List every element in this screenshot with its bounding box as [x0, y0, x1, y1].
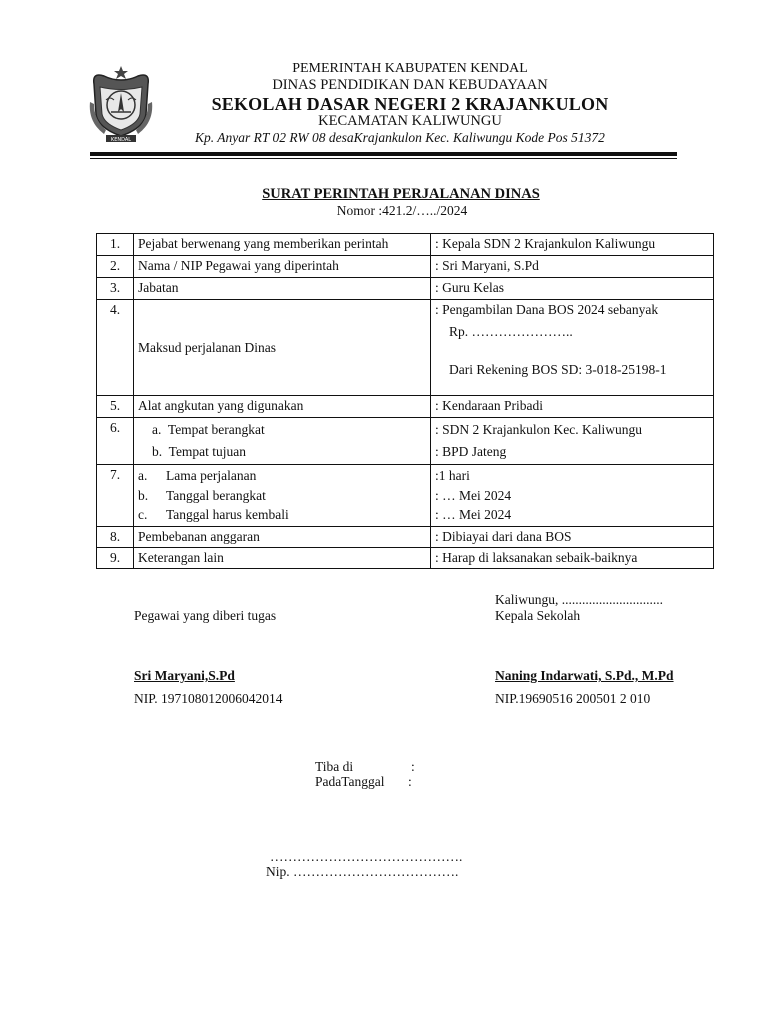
row-value: : Sri Maryani, S.Pd [431, 256, 714, 278]
table-row [97, 278, 714, 300]
table-row [97, 418, 714, 465]
document-title: SURAT PERINTAH PERJALANAN DINAS [262, 186, 540, 202]
kop-address: Kp. Anyar RT 02 RW 08 desaKrajankulon Kec. Kaliwungu Kode Pos 51372 [195, 130, 605, 145]
row-number: 5. [97, 396, 134, 418]
row-number: 2. [97, 256, 134, 278]
table-row [97, 300, 714, 396]
table-row [97, 396, 714, 418]
row-label: Nama / NIP Pegawai yang diperintah [134, 256, 431, 278]
sub-label: c. Tanggal harus kembali [138, 507, 289, 522]
employee-nip: NIP. 197108012006042014 [134, 691, 283, 706]
row-label-text: Maksud perjalanan Dinas [138, 339, 276, 355]
row-label: Jabatan [134, 278, 431, 300]
amount-line: Rp. ………………….. [449, 324, 573, 339]
kop-kecamatan: KECAMATAN KALIWUNGU [318, 113, 502, 129]
logo-text: KENDAL [110, 137, 132, 143]
table-row [97, 234, 714, 256]
sub-value: :1 hari [435, 468, 470, 483]
row-label [134, 418, 431, 465]
headmaster-nip: NIP.19690516 200501 2 010 [495, 691, 651, 706]
row-number: 6. [97, 418, 134, 465]
sub-label: a. Lama perjalanan [138, 468, 257, 483]
row-value [431, 300, 714, 396]
document-number: Nomor :421.2/…../2024 [336, 203, 468, 218]
row-label [134, 465, 431, 527]
row-value [431, 465, 714, 527]
row-label: Keterangan lain [134, 547, 431, 568]
sub-value: : BPD Jateng [435, 444, 507, 459]
headmaster-role: Kepala Sekolah [495, 608, 581, 623]
row-number: 4. [97, 300, 134, 396]
table-row [97, 256, 714, 278]
place-date: Kaliwungu, .............................. [495, 592, 663, 607]
sub-label: b. Tanggal berangkat [138, 487, 266, 503]
row-value [431, 418, 714, 465]
arrival-nip: Nip. ………………………………. [266, 864, 459, 879]
row-number: 3. [97, 278, 134, 300]
row-number: 9. [97, 547, 134, 568]
sub-value: : … Mei 2024 [435, 487, 512, 503]
table-row [97, 526, 714, 547]
arrival-label: Tiba di [315, 759, 354, 774]
row-value: : Kepala SDN 2 Krajankulon Kaliwungu [431, 234, 714, 256]
kop-divider-thin [90, 158, 677, 159]
sub-label: b. Tempat tujuan [152, 444, 247, 459]
arrival-colon: : [411, 759, 415, 774]
row-value: : Harap di laksanakan sebaik-baiknya [431, 547, 714, 568]
sub-value: : … Mei 2024 [435, 507, 512, 522]
sub-label: a. Tempat berangkat [152, 422, 265, 437]
kop-divider-thick [90, 152, 677, 156]
employee-role: Pegawai yang diberi tugas [134, 608, 277, 623]
table-row [97, 547, 714, 568]
row-value: : Guru Kelas [431, 278, 714, 300]
row-number: 7. [97, 465, 134, 527]
arrival-date-label: PadaTanggal [315, 774, 385, 789]
kop-school-name: SEKOLAH DASAR NEGERI 2 KRAJANKULON [211, 94, 609, 114]
row-number: 8. [97, 526, 134, 547]
kop-line-dinas: DINAS PENDIDIKAN DAN KEBUDAYAAN [272, 77, 548, 93]
purpose-line: : Pengambilan Dana BOS 2024 sebanyak [435, 302, 659, 317]
travel-order-table [96, 233, 714, 569]
kop-line-pemerintah: PEMERINTAH KABUPATEN KENDAL [292, 61, 528, 76]
headmaster-name: Naning Indarwati, S.Pd., M.Pd [495, 668, 674, 683]
arrival-date-colon: : [408, 774, 412, 789]
table-row [97, 465, 714, 527]
signature-dots: ……………………………………. [270, 849, 463, 864]
account-line: Dari Rekening BOS SD: 3-018-25198-1 [449, 362, 667, 377]
row-value: : Dibiayai dari dana BOS [431, 526, 714, 547]
row-label [134, 300, 431, 396]
sub-value: : SDN 2 Krajankulon Kec. Kaliwungu [435, 422, 642, 437]
employee-name: Sri Maryani,S.Pd [134, 668, 235, 683]
row-label: Pembebanan anggaran [134, 526, 431, 547]
kendal-regency-logo [86, 62, 156, 144]
row-label: Pejabat berwenang yang memberikan perintah [134, 234, 431, 256]
row-label: Alat angkutan yang digunakan [134, 396, 431, 418]
row-value: : Kendaraan Pribadi [431, 396, 714, 418]
row-number: 1. [97, 234, 134, 256]
